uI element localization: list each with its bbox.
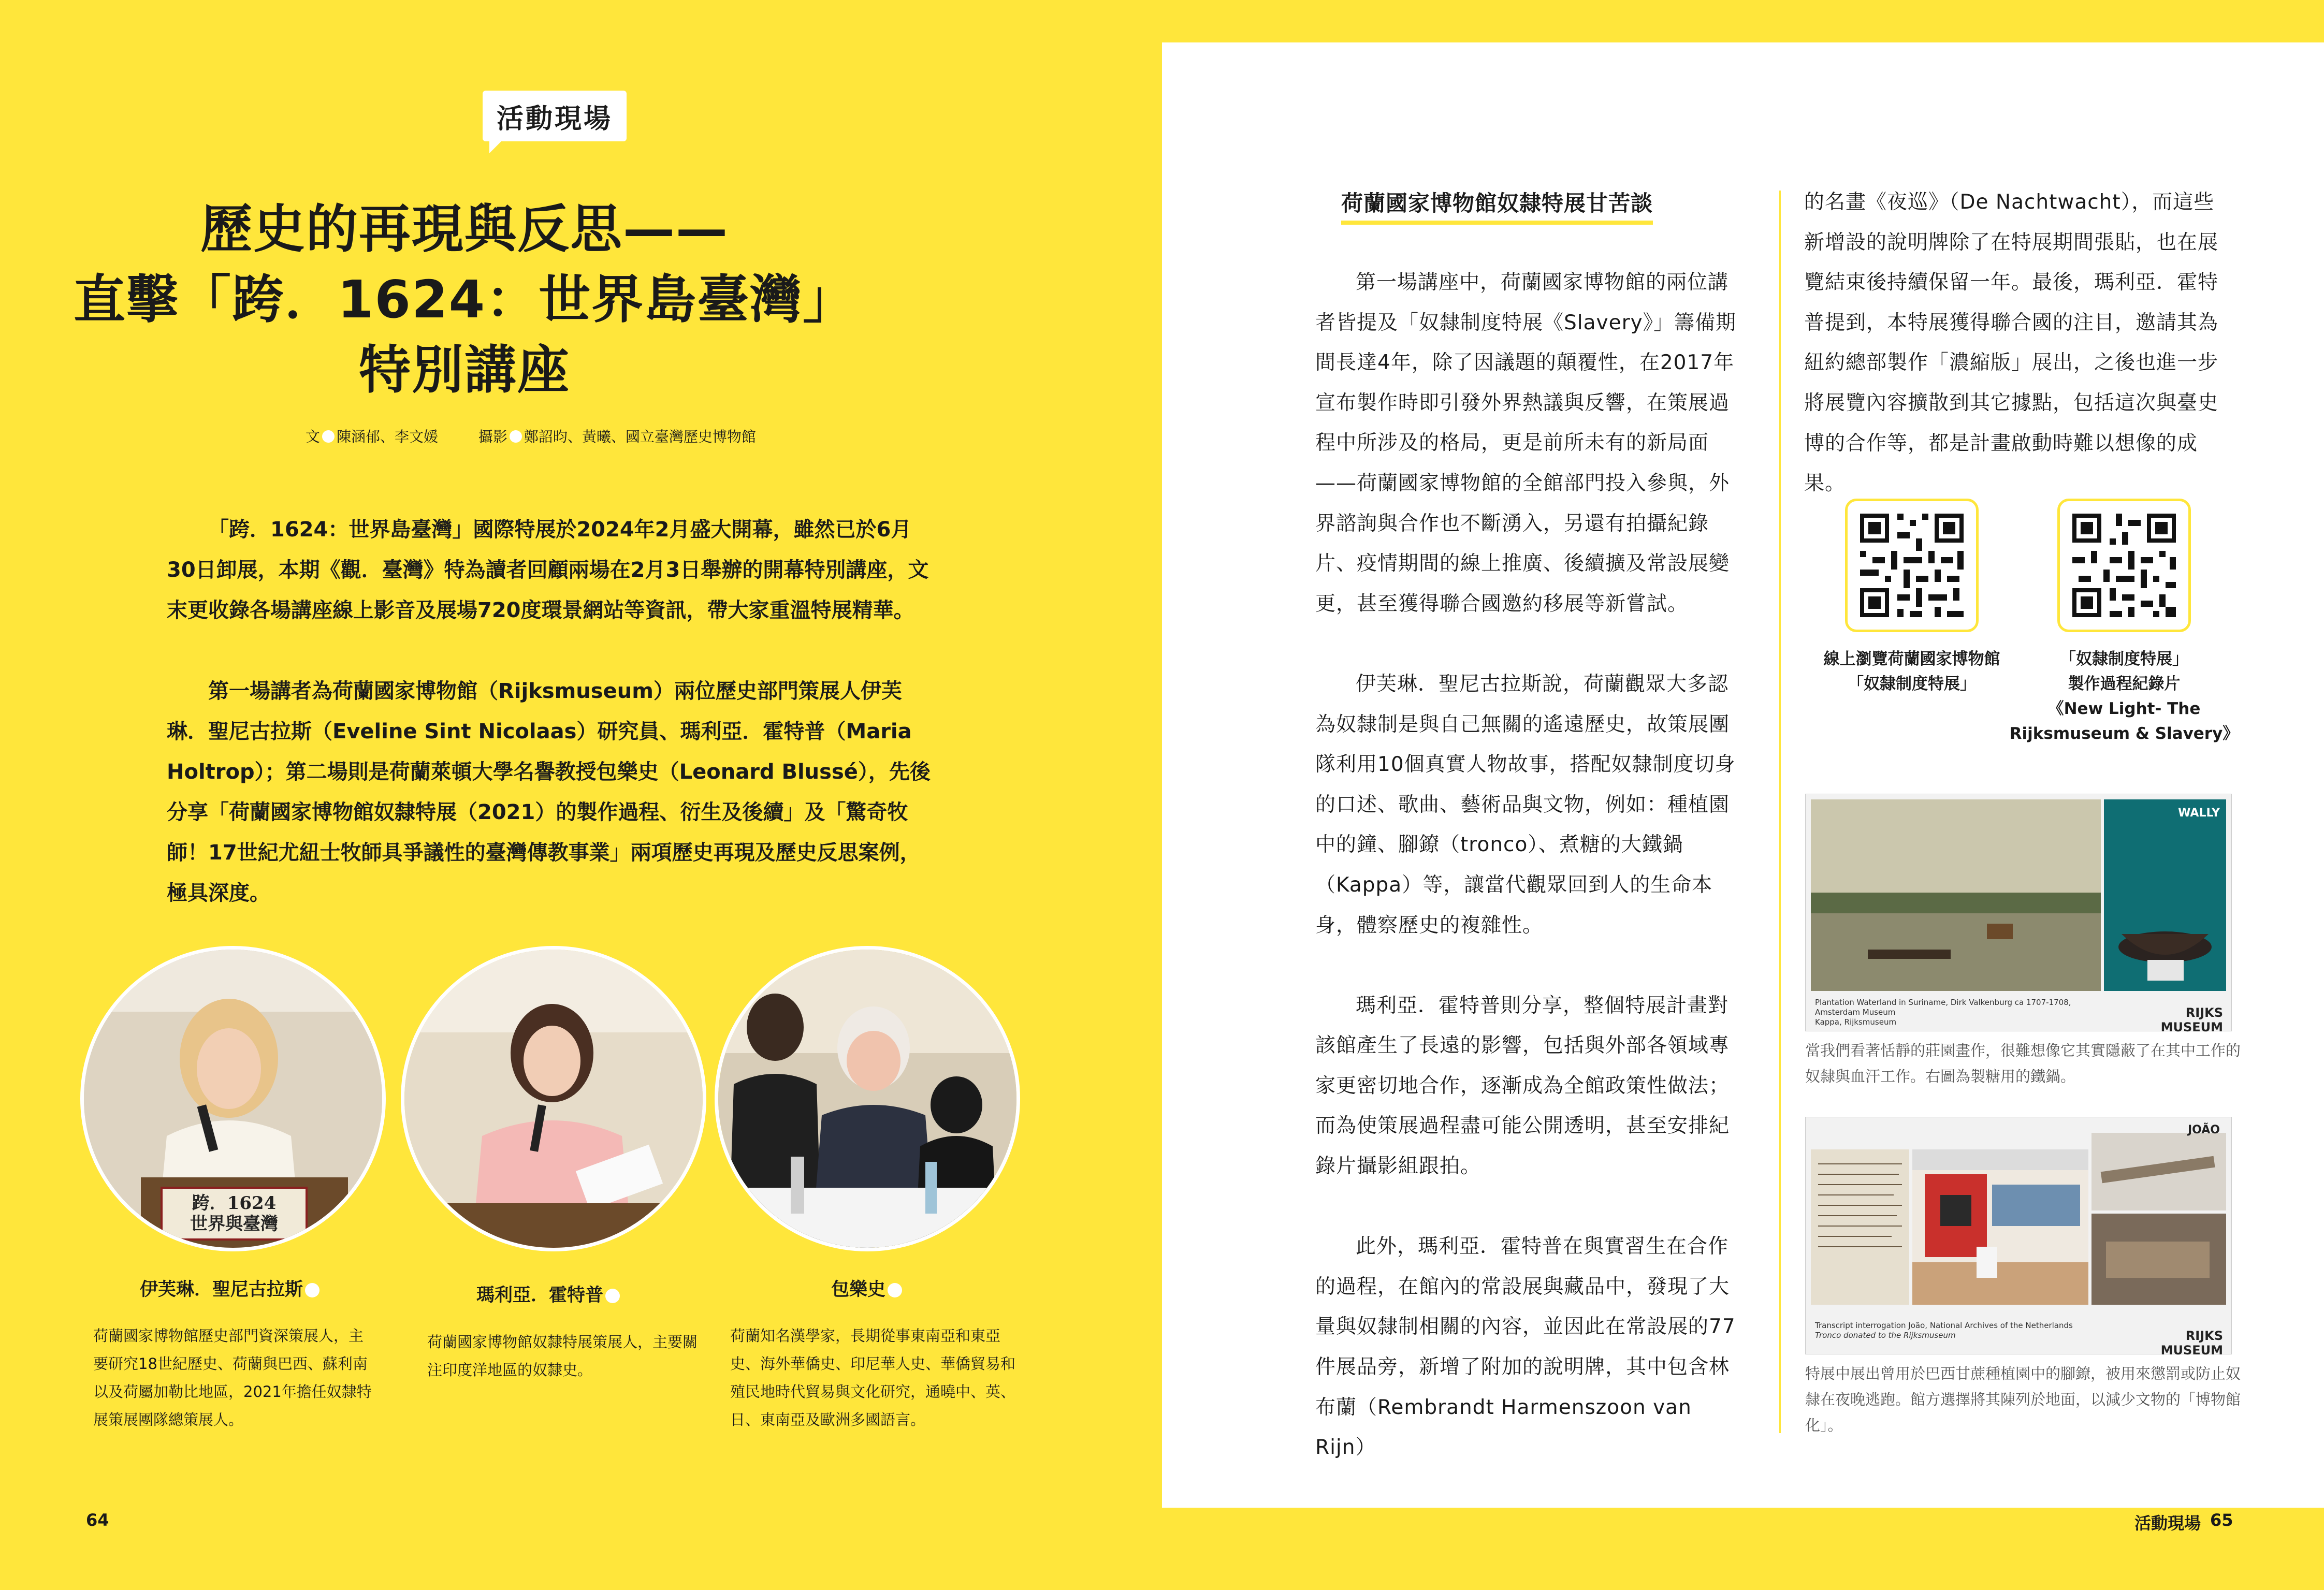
qr-caption-line: 製作過程紀錄片 [2068, 675, 2181, 693]
photo-label-wally: WALLY [2178, 807, 2220, 820]
speaker-photo-eveline [80, 946, 386, 1251]
rijksmuseum-logo: RIJKS MUSEUM [2160, 1005, 2223, 1034]
qr-code-documentary[interactable] [2057, 499, 2191, 632]
speaker-name-2 [476, 1281, 620, 1307]
qr-caption-line: 《New Light- The [2047, 699, 2201, 718]
speaker-name-text: 瑪利亞．霍特普 [476, 1285, 604, 1306]
article-title-line-2: 直擊「跨．1624：世界島臺灣」 [73, 269, 856, 330]
byline-text-names: 陳涵郁、李文媛 [337, 428, 439, 445]
byline [306, 426, 756, 446]
qr-caption-line: 線上瀏覽荷蘭國家博物館 [1823, 650, 2000, 668]
paragraph-2: 伊芙琳．聖尼古拉斯說，荷蘭觀眾大多認為奴隸制是與自己無關的遙遠歷史，故策展團隊利用10個真實人物故事，搭配奴隸制度切身的口述、歌曲、藝術品與文物，例如：種植園中的鐘、腳鐐（tronco）、煮糖的大鐵鍋（Kappa）等，讓當代觀眾回到人的生命本身，體察歷史的複雜性。 [1315, 672, 1736, 937]
speaker-desc-2: 荷蘭國家博物館奴隸特展策展人，主要關注印度洋地區的奴隸史。 [427, 1333, 698, 1379]
article-title-line-3: 特別講座 [359, 340, 570, 400]
name-dot [305, 1283, 319, 1297]
speaker-photo-maria [401, 946, 706, 1251]
speaker-desc-1: 荷蘭國家博物館歷史部門資深策展人，主要研究18世紀歷史、荷蘭與巴西、蘇利南以及荷屬加勒比地區，2021年擔任奴隸特展策展團隊總策展人。 [93, 1327, 372, 1428]
photo-credit [1815, 998, 2084, 1027]
photo-credit-line: Plantation Waterland in Suriname, Dirk Valkenburg ca 1707-1708, Amsterdam Museum [1815, 998, 2071, 1017]
qr-code-exhibition[interactable] [1845, 499, 1979, 632]
section-tag-tail [489, 139, 504, 153]
body-text: 第一場講者為荷蘭國家博物館（Rijksmuseum）兩位歷史部門策展人伊芙琳．聖尼古拉斯（Eveline Sint Nicolaas）研究員、瑪利亞．霍特普（Maria Holtrop）；第二場則是荷蘭萊頓大學名譽教授包樂史（Leonard Blussé），先後分享「荷蘭國家博物館奴隸特展（2021）的製作過程、衍生及後續」及「驚奇牧師！17世紀尤紐士牧師具爭議性的臺灣傳教事業」兩項歷史再現及歷史反思案例，極具深度。 [167, 679, 931, 905]
photo-credit-line: Transcript interrogation João, National Archives of the Netherlands [1815, 1321, 2073, 1330]
column-1 [1315, 262, 1741, 1468]
photo-caption-1: 當我們看著恬靜的莊園畫作，很難想像它其實隱蔽了在其中工作的奴隸與血汗工作。右圖為製糖用的鐵鍋。 [1805, 1042, 2241, 1085]
photo-caption-2: 特展中展出曾用於巴西甘蔗種植園中的腳鐐，被用來懲罰或防止奴隸在夜晚逃跑。館方選擇將其陳列於地面，以減少文物的「博物館化」。 [1805, 1365, 2241, 1434]
qr-caption-line: Rijksmuseum & Slavery》 [2009, 724, 2239, 743]
photo-credit [1815, 1321, 2095, 1340]
paragraph-1: 第一場講座中，荷蘭國家博物館的兩位講者皆提及「奴隸制度特展《Slavery》」籌備期間長達4年，除了因議題的顛覆性，在2017年宣布製作時即引發外界熱議與反響，在策展過程中所涉及的格局，更是前所未有的新局面——荷蘭國家博物館的全館部門投入參與，外界諮詢與合作也不斷湧入，另還有拍攝紀錄片、疫情期間的線上推廣、後續擴及常設展變更，甚至獲得聯合國邀約移展等新嘗試。 [1315, 271, 1737, 616]
byline-photo-label: 攝影 [478, 428, 507, 445]
speaker-name-text: 包樂史 [831, 1279, 886, 1300]
intro-text: 「跨．1624：世界島臺灣」國際特展於2024年2月盛大開幕，雖然已於6月30日卸展，本期《觀．臺灣》特為讀者回顧兩場在2月3日舉辦的開幕特別講座，文末更收錄各場講座線上影音及展場720度環景網站等資訊，帶大家重溫特展精華。 [167, 518, 929, 622]
page-number-right: 65 [2210, 1510, 2233, 1530]
qr-caption-1 [1802, 647, 2022, 696]
exhibit-photo-plantation [1805, 794, 2232, 1034]
podium-sign: 跨．1624 世界與臺灣 [190, 1193, 278, 1234]
qr-caption-line: 「奴隸制度特展」 [2060, 650, 2188, 668]
qr-code-icon [2060, 501, 2188, 630]
exhibit-photo-illustration [1806, 794, 2231, 1031]
paragraph-continued: 的名畫《夜巡》（De Nachtwacht），而這些新增設的說明牌除了在特展期間張貼，也在展覽結束後持續保留一年。最後，瑪利亞．霍特普提到，本特展獲得聯合國的注目，邀請其為紐約總部製作「濃縮版」展出，之後也進一步將展覽內容擴散到其它據點，包括這次與臺史博的合作等，都是計畫啟動時難以想像的成果。 [1804, 191, 2219, 495]
speaker-photo-illustration [404, 950, 703, 1248]
speaker-photo-illustration [718, 950, 1016, 1248]
page-number-left: 64 [86, 1510, 109, 1530]
speaker-name-3 [831, 1275, 902, 1301]
speaker-desc-3: 荷蘭知名漢學家，長期從事東南亞和東亞史、海外華僑史、印尼華人史、華僑貿易和殖民地時代貿易與文化研究，通曉中、英、日、東南亞及歐洲多國語言。 [730, 1327, 1016, 1428]
name-dot [888, 1283, 902, 1297]
qr-code-icon [1848, 501, 1976, 630]
byline-dot [510, 430, 522, 443]
paragraph-4: 此外，瑪利亞．霍特普在與實習生在合作的過程，在館內的常設展與藏品中，發現了大量與奴隸制相關的內容，並因此在常設展的77件展品旁，新增了附加的說明牌，其中包含林布蘭（Rembrandt Harmenszoon van Rijn） [1315, 1235, 1736, 1460]
rijksmuseum-logo: RIJKS MUSEUM [2160, 1329, 2223, 1358]
byline-dot [322, 430, 335, 443]
exhibit-photo-illustration [1806, 1117, 2231, 1354]
intro-paragraph [167, 509, 933, 631]
byline-text-label: 文 [306, 428, 321, 445]
body-paragraph [167, 671, 933, 913]
section-tag: 活動現場 [483, 91, 627, 141]
byline-photo-names: 鄭詔昀、黃曦、國立臺灣歷史博物館 [524, 428, 756, 445]
speaker-name-text: 伊芙琳．聖尼古拉斯 [140, 1279, 303, 1300]
speaker-name-1 [140, 1275, 319, 1301]
column-divider [1779, 191, 1781, 1433]
name-dot [605, 1289, 620, 1303]
photo-credit-line: Tronco donated to the Rijksmuseum [1815, 1331, 1956, 1340]
section-heading: 荷蘭國家博物館奴隸特展甘苦談 [1341, 186, 1653, 225]
footer-section-name: 活動現場 [2134, 1513, 2201, 1533]
article-title-line-1: 歷史的再現與反思—— [200, 199, 729, 259]
qr-caption-line: 「奴隸制度特展」 [1848, 675, 1976, 693]
photo-label-joao: JOÃO [2187, 1124, 2220, 1136]
column-2 [1804, 182, 2230, 504]
photo-credit-line: Kappa, Rijksmuseum [1815, 1017, 1897, 1027]
paragraph-3: 瑪利亞．霍特普則分享，整個特展計畫對該館產生了長遠的影響，包括與外部各領域專家更密切地合作，逐漸成為全館政策性做法；而為使策展過程盡可能公開透明，甚至安排紀錄片攝影組跟拍。 [1315, 994, 1730, 1178]
qr-caption-2 [2005, 647, 2243, 746]
exhibit-photo-tronco [1805, 1117, 2232, 1358]
speaker-photo-blusse [715, 946, 1020, 1251]
top-strip [1162, 0, 2324, 42]
